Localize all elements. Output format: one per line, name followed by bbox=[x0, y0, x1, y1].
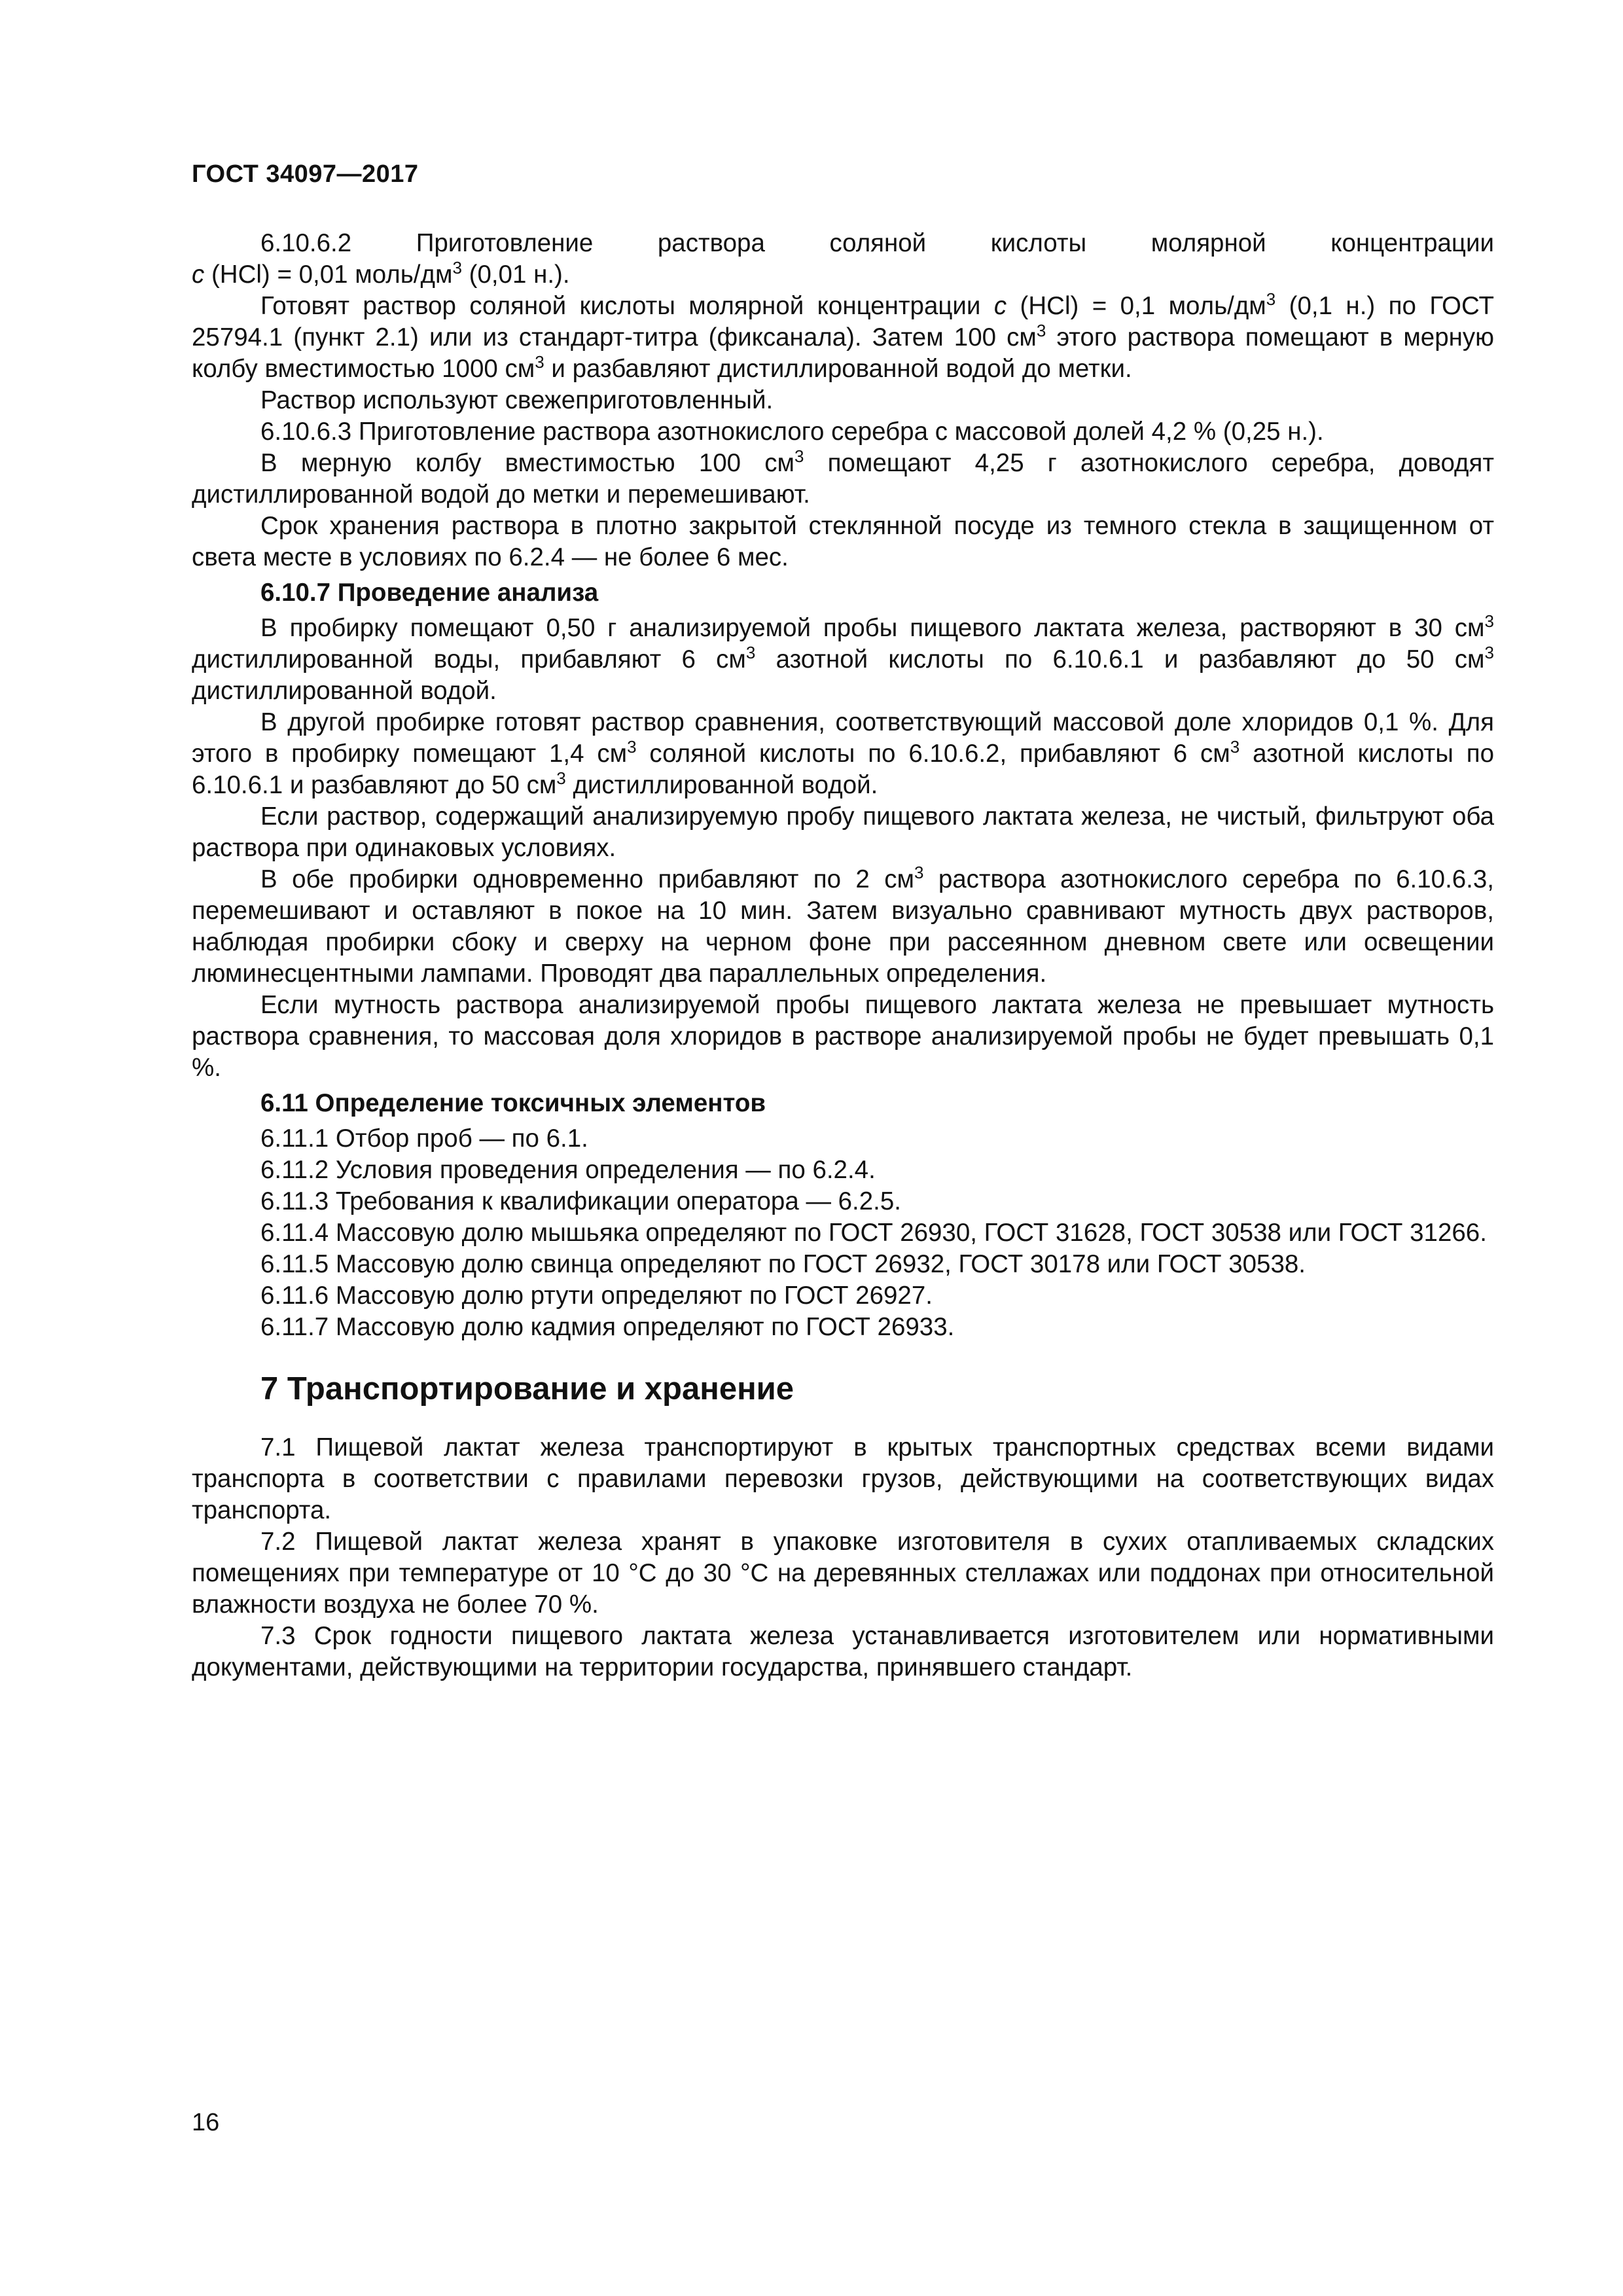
text-run: соляной кислоты по 6.10.6.2, прибавляют 6 см bbox=[636, 740, 1230, 768]
text-run: и разбавляют дистиллированной водой до метки. bbox=[544, 355, 1132, 383]
paragraph bbox=[192, 1312, 1494, 1343]
text-run: В пробирку помещают 0,50 г анализируемой пробы пищевого лактата железа, растворяют в 30 см bbox=[260, 614, 1485, 642]
superscript: 3 bbox=[556, 768, 566, 788]
paragraph bbox=[192, 1621, 1494, 1683]
text-run: 6.11.7 Массовую долю кадмия определяют по ГОСТ 26933. bbox=[260, 1313, 955, 1341]
text-run: дистиллированной водой. bbox=[192, 677, 497, 705]
text-run: 6.11 Определение токсичных элементов bbox=[260, 1089, 766, 1117]
paragraph bbox=[192, 291, 1494, 385]
text-run: (HCl) = 0,1 моль/дм bbox=[1007, 292, 1266, 320]
paragraph bbox=[192, 228, 1494, 259]
text-run: 7.3 Срок годности пищевого лактата железа устанавливается изготовителем или нормативными документами, действующими на территории государства, принявшего стандарт. bbox=[192, 1622, 1494, 1681]
text-run: Если мутность раствора анализируемой пробы пищевого лактата железа не превышает мутность раствора сравнения, то массовая доля хлоридов в растворе анализируемой пробы не будет превышать 0,1 %. bbox=[192, 991, 1494, 1082]
superscript: 3 bbox=[627, 737, 637, 757]
text-run: 6.10.6.2 Приготовление раствора соляной кислоты молярной концентрации bbox=[260, 229, 1494, 257]
superscript: 3 bbox=[1484, 643, 1494, 662]
superscript: 3 bbox=[1036, 321, 1046, 340]
text-run: 7 Транспортирование и хранение bbox=[260, 1371, 794, 1407]
superscript: 3 bbox=[1484, 611, 1494, 631]
superscript: 3 bbox=[794, 446, 804, 466]
text-run: (0,1 н.) по ГОСТ 25794.1 (пункт 2.1) или из стандарт-титра (фиксанала). Затем 100 см bbox=[192, 292, 1494, 351]
text-run: 6.10.6.3 Приготовление раствора азотнокислого серебра с массовой долей 4,2 % (0,25 н.). bbox=[260, 418, 1324, 446]
text-run: азотной кислоты по 6.10.6.1 и разбавляют до 50 см bbox=[192, 740, 1495, 799]
text-run: азотной кислоты по 6.10.6.1 и разбавляют до 50 см bbox=[755, 645, 1485, 673]
text-run: 7.1 Пищевой лактат железа транспортируют в крытых транспортных средствах всеми видами транспорта в соответствии с правилами перевозки грузов, действующими на соответствующих видах транспорта. bbox=[192, 1433, 1494, 1524]
text-run: дистиллированной воды, прибавляют 6 см bbox=[192, 645, 746, 673]
text-run: Срок хранения раствора в плотно закрытой стеклянной посуде из темного стекла в защищенном от света месте в условиях по 6.2.4 — не более 6 мес. bbox=[192, 512, 1494, 571]
superscript: 3 bbox=[745, 643, 756, 662]
paragraph bbox=[192, 864, 1494, 990]
text-run: раствора азотнокислого серебра по 6.10.6.3, перемешивают и оставляют в покое на 10 мин. Затем визуально сравнивают мутность двух растворов, наблюдая пробирки сбоку и сверху на черном фоне при рассеянном дневном свете или освещении люминесцентными лампами. Проводят два параллельных определения. bbox=[192, 865, 1494, 988]
paragraph bbox=[192, 1249, 1494, 1280]
text-run: 6.11.5 Массовую долю свинца определяют по ГОСТ 26932, ГОСТ 30178 или ГОСТ 30538. bbox=[260, 1250, 1306, 1278]
text-run: c bbox=[993, 292, 1007, 320]
superscript: 3 bbox=[1266, 289, 1276, 309]
document-header: ГОСТ 34097—2017 bbox=[192, 160, 419, 188]
paragraph bbox=[192, 613, 1494, 707]
text-run: В мерную колбу вместимостью 100 см bbox=[260, 449, 794, 477]
paragraph bbox=[192, 416, 1494, 448]
text-run: c bbox=[192, 260, 205, 289]
paragraph bbox=[192, 448, 1494, 511]
paragraph bbox=[192, 990, 1494, 1084]
paragraph bbox=[192, 1123, 1494, 1155]
paragraph bbox=[192, 1526, 1494, 1621]
text-run: Если раствор, содержащий анализируемую пробу пищевого лактата железа, не чистый, фильтруют оба раствора при одинаковых условиях. bbox=[192, 802, 1494, 862]
superscript: 3 bbox=[1230, 737, 1240, 757]
paragraph bbox=[192, 385, 1494, 416]
text-run: 6.11.2 Условия проведения определения — по 6.2.4. bbox=[260, 1156, 876, 1184]
text-run: 6.10.7 Проведение анализа bbox=[260, 579, 599, 607]
text-run: (0,01 н.). bbox=[461, 260, 570, 289]
subsection-heading bbox=[192, 577, 1494, 609]
paragraph bbox=[192, 1280, 1494, 1312]
paragraph bbox=[192, 1186, 1494, 1217]
superscript: 3 bbox=[914, 863, 924, 882]
section-heading bbox=[192, 1369, 1494, 1408]
text-run: 6.11.1 Отбор проб — по 6.1. bbox=[260, 1124, 588, 1153]
text-run: В обе пробирки одновременно прибавляют по 2 см bbox=[260, 865, 914, 893]
paragraph bbox=[192, 1217, 1494, 1249]
text-run: Раствор используют свежеприготовленный. bbox=[260, 386, 774, 414]
paragraph bbox=[192, 1155, 1494, 1186]
text-run: В другой пробирке готовят раствор сравнения, соответствующий массовой доле хлоридов 0,1 %. Для этого в пробирку помещают 1,4 см bbox=[192, 708, 1494, 768]
text-run: помещают 4,25 г азотнокислого серебра, доводят дистиллированной водой до метки и перемешивают. bbox=[192, 449, 1495, 509]
paragraph bbox=[192, 511, 1494, 573]
superscript: 3 bbox=[452, 258, 462, 278]
text-run: 7.2 Пищевой лактат железа хранят в упаковке изготовителя в сухих отапливаемых складских помещениях при температуре от 10 °С до 30 °С на деревянных стеллажах или поддонах при относительной влажности воздуха не более 70 %. bbox=[192, 1528, 1494, 1619]
text-run: (HCl) = 0,01 моль/дм bbox=[204, 260, 453, 289]
paragraph bbox=[192, 1432, 1494, 1526]
paragraph bbox=[192, 707, 1494, 801]
text-run: дистиллированной водой. bbox=[565, 771, 878, 799]
subsection-heading bbox=[192, 1088, 1494, 1119]
paragraph bbox=[192, 259, 1494, 291]
page-number: 16 bbox=[192, 2109, 220, 2136]
superscript: 3 bbox=[535, 352, 544, 372]
text-run: 6.11.4 Массовую долю мышьяка определяют по ГОСТ 26930, ГОСТ 31628, ГОСТ 30538 или ГОСТ 31266. bbox=[260, 1219, 1487, 1247]
document-body bbox=[192, 228, 1494, 1683]
text-run: этого раствора помещают в мерную колбу вместимостью 1000 см bbox=[192, 323, 1494, 383]
text-run: Готовят раствор соляной кислоты молярной концентрации bbox=[260, 292, 994, 320]
text-run: 6.11.3 Требования к квалификации оператора — 6.2.5. bbox=[260, 1187, 901, 1215]
text-run: 6.11.6 Массовую долю ртути определяют по ГОСТ 26927. bbox=[260, 1282, 933, 1310]
paragraph bbox=[192, 801, 1494, 864]
